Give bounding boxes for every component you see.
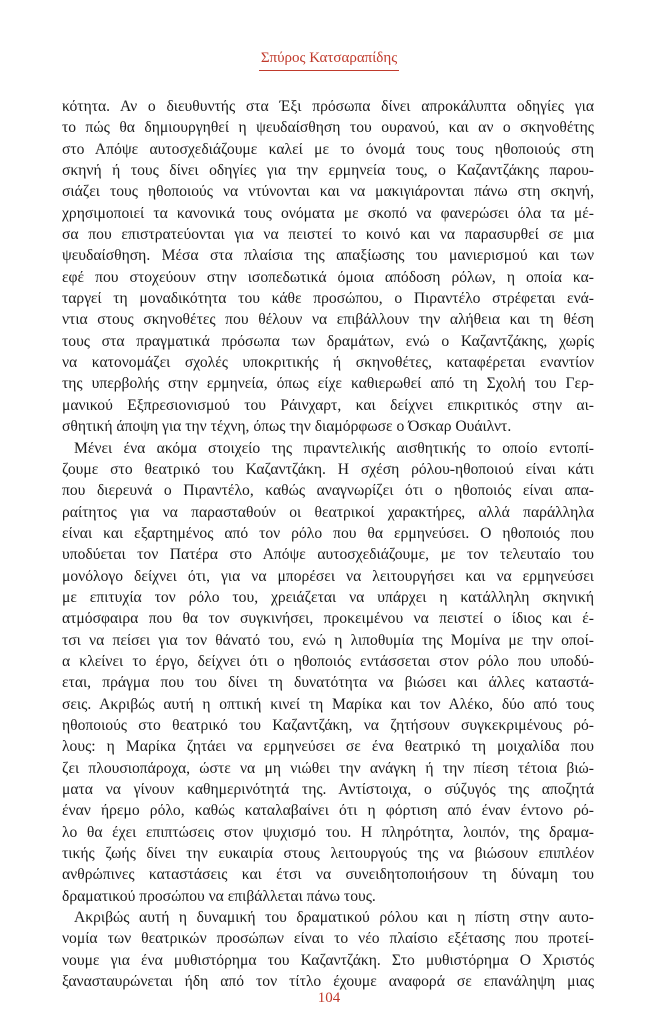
text-line: ματα να γίνουν καθημερινότητά της. Αντίστοιχα, ο σύζυγός της αποζητά (62, 781, 594, 798)
text-line: νομία των θεατρικών προσώπων είναι το νέο πλαίσιο εξέτασης που προτεί- (62, 930, 594, 948)
text-line: σα που επιστρατεύονται για να πειστεί το κοινό και να παρασυρθεί σε μια (62, 226, 594, 244)
running-title: Σπύρος Κατσαραπίδης (259, 49, 399, 71)
text-line: κότητα. Αν ο διευθυντής στα Έξι πρόσωπα δίνει απροκάλυπτα οδηγίες για (62, 98, 594, 115)
text-line: έναν ήρεμο ρόλο, καθώς καταλαβαίνει ότι η φόρτιση από έναν έντονο ρό- (62, 802, 594, 820)
text-line: ηθοποιούς στο θεατρικό του Καζαντζάκη, να ζητήσουν συγκεκριμένους ρό- (62, 716, 594, 734)
text-line: Ακριβώς αυτή η δυναμική του δραματικού ρόλου και η πίστη στην αυτο- (74, 909, 594, 927)
text-line: α κλείνει το έργο, δείχνει ότι ο ηθοποιός εντάσσεται στον ρόλο που υποδύ- (62, 652, 594, 670)
text-line: σιάζει τους ηθοποιούς να ντύνονται και να μακιγιάρονται πάνω στη σκηνή, (62, 183, 594, 201)
text-line: εφέ που στοχεύουν στην ισοπεδωτικά όμοια απόδοση ρόλων, η οποία κα- (62, 268, 594, 286)
text-line: σθητική άποψη για την τέχνη, όπως την διαμόρφωσε ο Όσκαρ Ουάιλντ. (62, 418, 512, 436)
text-line: σκηνή ή τους δίνει οδηγίες για την ερμηνεία τους, ο Καζαντζάκης παρου- (62, 162, 594, 180)
body-text (62, 96, 594, 992)
text-line: ραίτητος για να παρασταθούν οι θεατρικοί χαρακτήρες, αλλά παράλληλα (62, 503, 594, 521)
text-line: τικής ζωής δίνει την ευκαιρία στους λειτουργούς της να βιώσουν επιπλέον (62, 845, 594, 863)
text-line: μανικού Εξπρεσιονισμού του Ράινχαρτ, και δείχνει επικριτικός στην αι- (62, 396, 594, 414)
text-line: να κατονομάζει σχολές υποκριτικής ή σκηνοθέτες, καταφέρεται εναντίον (62, 354, 594, 372)
text-line: νουμε για ένα μυθιστόρημα του Καζαντζάκη. Στο μυθιστόρημα Ο Χριστός (62, 951, 594, 969)
text-line: Μένει ένα ακόμα στοιχείο της πιραντελικής αισθητικής το οποίο εντοπί- (74, 439, 594, 457)
paragraph-3 (62, 907, 594, 992)
text-line: ξανασταυρώνεται ήδη από τον τίτλο έχουμε αναφορά σε επανάληψη μιας (62, 973, 594, 991)
text-line: χρησιμοποιεί τα κανονικά τους ονόματα με σκοπό να φανερώσει όλα τα μέ- (62, 204, 594, 222)
text-line: ψευδαίσθηση. Μέσα στα πλαίσια της απαξίωσης του μανιερισμού και των (62, 247, 594, 265)
text-line: είναι και εξαρτημένος από τον ρόλο που θα ερμηνεύσει. Ο ηθοποιός που (62, 524, 594, 542)
text-line: εται, πράγμα που του δίνει τη δυνατότητα να βιώσει και άλλες καταστά- (62, 674, 594, 692)
text-line: λους: η Μαρίκα ζητάει να ερμηνεύσει σε ένα θεατρικό τη μοιχαλίδα που (62, 738, 594, 756)
text-line: σεις. Ακριβώς αυτή η οπτική κινεί τη Μαρίκα και τον Αλέκο, δύο από τους (62, 695, 594, 713)
paragraph-1 (62, 96, 594, 438)
text-line: της υπερβολής στην ερμηνεία, όπως είχε καθιερωθεί από τη Σχολή του Γερ- (62, 375, 594, 393)
text-line: με επιτυχία τον ρόλο του, χρειάζεται να υπάρχει η κατάλληλη σκηνική (62, 588, 594, 606)
paragraph-2 (62, 438, 594, 908)
text-line: υποδύεται τον Πατέρα στο Απόψε αυτοσχεδιάζουμε, με τον τελευταίο του (62, 546, 594, 564)
text-line: στο Απόψε αυτοσχεδιάζουμε καλεί με το όνομά τους τους ηθοποιούς στη (62, 140, 594, 158)
text-line: λο θα έχει επιπτώσεις στον ψυχισμό του. Η πληρότητα, λοιπόν, της δραμα- (62, 823, 594, 841)
text-line: ντια στους σκηνοθέτες που θέλουν να επιβάλλουν την αλήθεια και τη θέση (62, 311, 594, 329)
text-line: ζει πλουσιοπάροχα, ώστε να μη νιώθει την ανάγκη ή την πίεση τέτοια βιώ- (62, 759, 594, 777)
text-line: ταργεί τη μοναδικότητα του κάθε προσώπου, ο Πιραντέλο στρέφεται ενά- (62, 290, 594, 308)
text-line: το πώς θα δημιουργηθεί η ψευδαίσθηση του ουρανού, και αν ο σκηνοθέτης (62, 119, 594, 137)
text-line: ανθρώπινες καταστάσεις και έτσι να συνειδητοποιήσουν τη δύναμη του (62, 866, 594, 884)
text-line: που διερευνά ο Πιραντέλο, καθώς αναγνωρίζει ότι ο ηθοποιός είναι απα- (62, 482, 594, 500)
text-line: τσι να πείσει για τον θάνατό του, ενώ η λιποθυμία της Μομίνα με την οποί- (62, 631, 594, 649)
text-line: δραματικού προσώπου να επιβάλλεται πάνω τους. (62, 887, 376, 905)
text-line: ζουμε στο θεατρικό του Καζαντζάκη. Η σχέση ρόλου-ηθοποιού είναι κάτι (62, 460, 594, 478)
page-number: 104 (317, 990, 341, 1006)
text-line: τους στα πραγματικά πρόσωπα των δραμάτων, ενώ ο Καζαντζάκης, χωρίς (62, 332, 594, 350)
text-line: ατμόσφαιρα που θα τον συγκινήσει, προκειμένου να πειστεί ο ίδιος και έ- (62, 610, 594, 628)
running-header (0, 49, 658, 71)
text-line: μονόλογο δείχνει ότι, για να μπορέσει να λειτουργήσει και να ερμηνεύσει (62, 567, 594, 585)
